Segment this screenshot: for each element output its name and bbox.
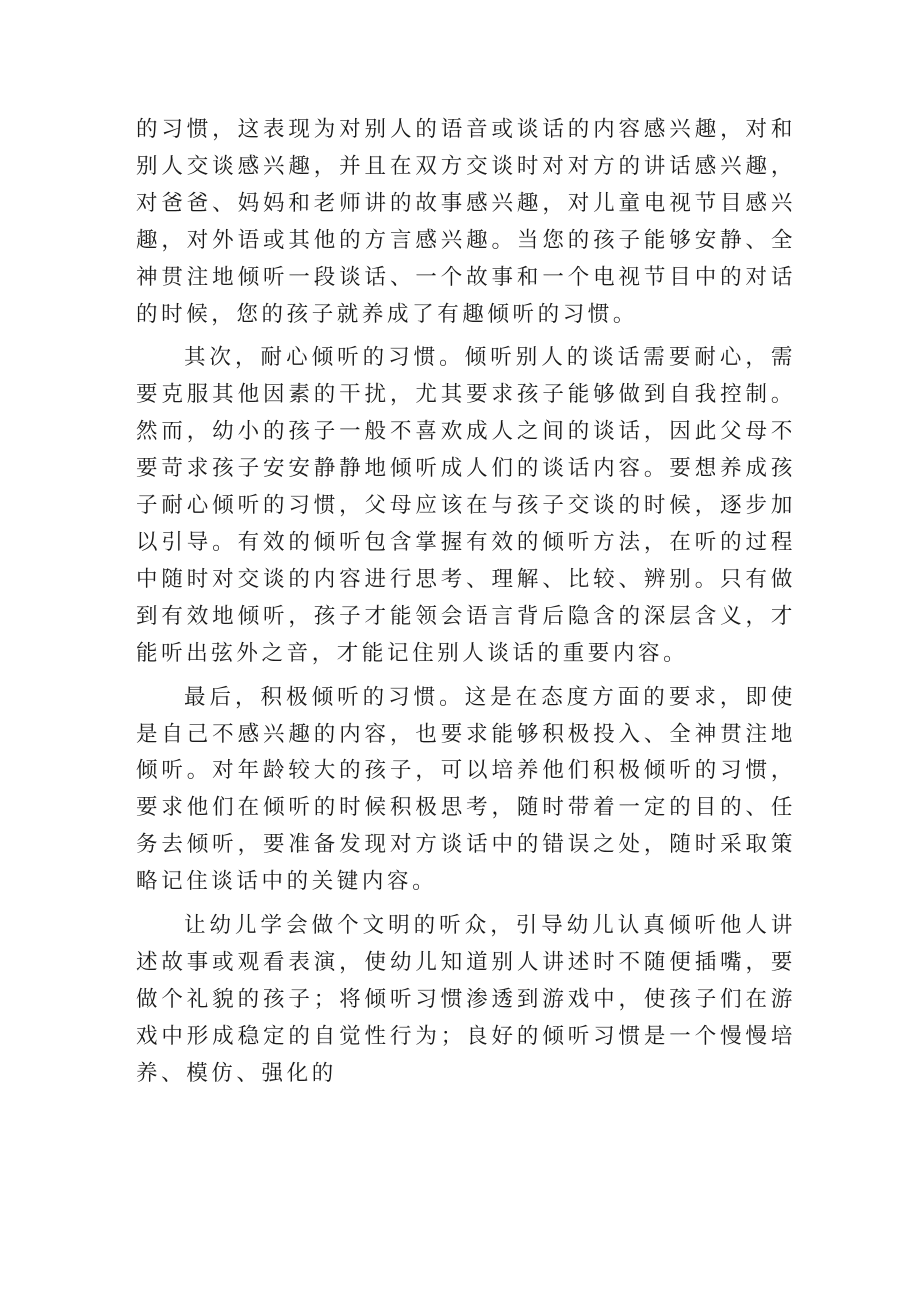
paragraph-2: 其次，耐心倾听的习惯。倾听别人的谈话需要耐心，需要克服其他因素的干扰，尤其要求孩子能够做到自我控制。然而，幼小的孩子一般不喜欢成人之间的谈话，因此父母不要苛求孩子安安静静地倾听成人们的谈话内容。要想养成孩子耐心倾听的习惯，父母应该在与孩子交谈的时候，逐步加以引导。有效的倾听包含掌握有效的倾听方法，在听的过程中随时对交谈的内容进行思考、理解、比较、辨别。只有做到有效地倾听，孩子才能领会语言背后隐含的深层含义，才能听出弦外之音，才能记住别人谈话的重要内容。	[136, 345, 796, 666]
paragraph-4: 让幼儿学会做个文明的听众，引导幼儿认真倾听他人讲述故事或观看表演，使幼儿知道别人讲述时不随便插嘴，要做个礼貌的孩子；将倾听习惯渗透到游戏中，使孩子们在游戏中形成稳定的自觉性行为；良好的倾听习惯是一个慢慢培养、模仿、强化的	[136, 913, 796, 1086]
paragraph-3: 最后，积极倾听的习惯。这是在态度方面的要求，即使是自己不感兴趣的内容，也要求能够积极投入、全神贯注地倾听。对年龄较大的孩子，可以培养他们积极倾听的习惯，要求他们在倾听的时候积极思考，随时带着一定的目的、任务去倾听，要准备发现对方谈话中的错误之处，随时采取策略记住谈话中的关键内容。	[136, 684, 796, 895]
document-body	[136, 112, 796, 1100]
paragraph-1: 的习惯，这表现为对别人的语音或谈话的内容感兴趣，对和别人交谈感兴趣，并且在双方交谈时对对方的讲话感兴趣，对爸爸、妈妈和老师讲的故事感兴趣，对儿童电视节目感兴趣，对外语或其他的方言感兴趣。当您的孩子能够安静、全神贯注地倾听一段谈话、一个故事和一个电视节目中的对话的时候，您的孩子就养成了有趣倾听的习惯。	[136, 117, 796, 327]
